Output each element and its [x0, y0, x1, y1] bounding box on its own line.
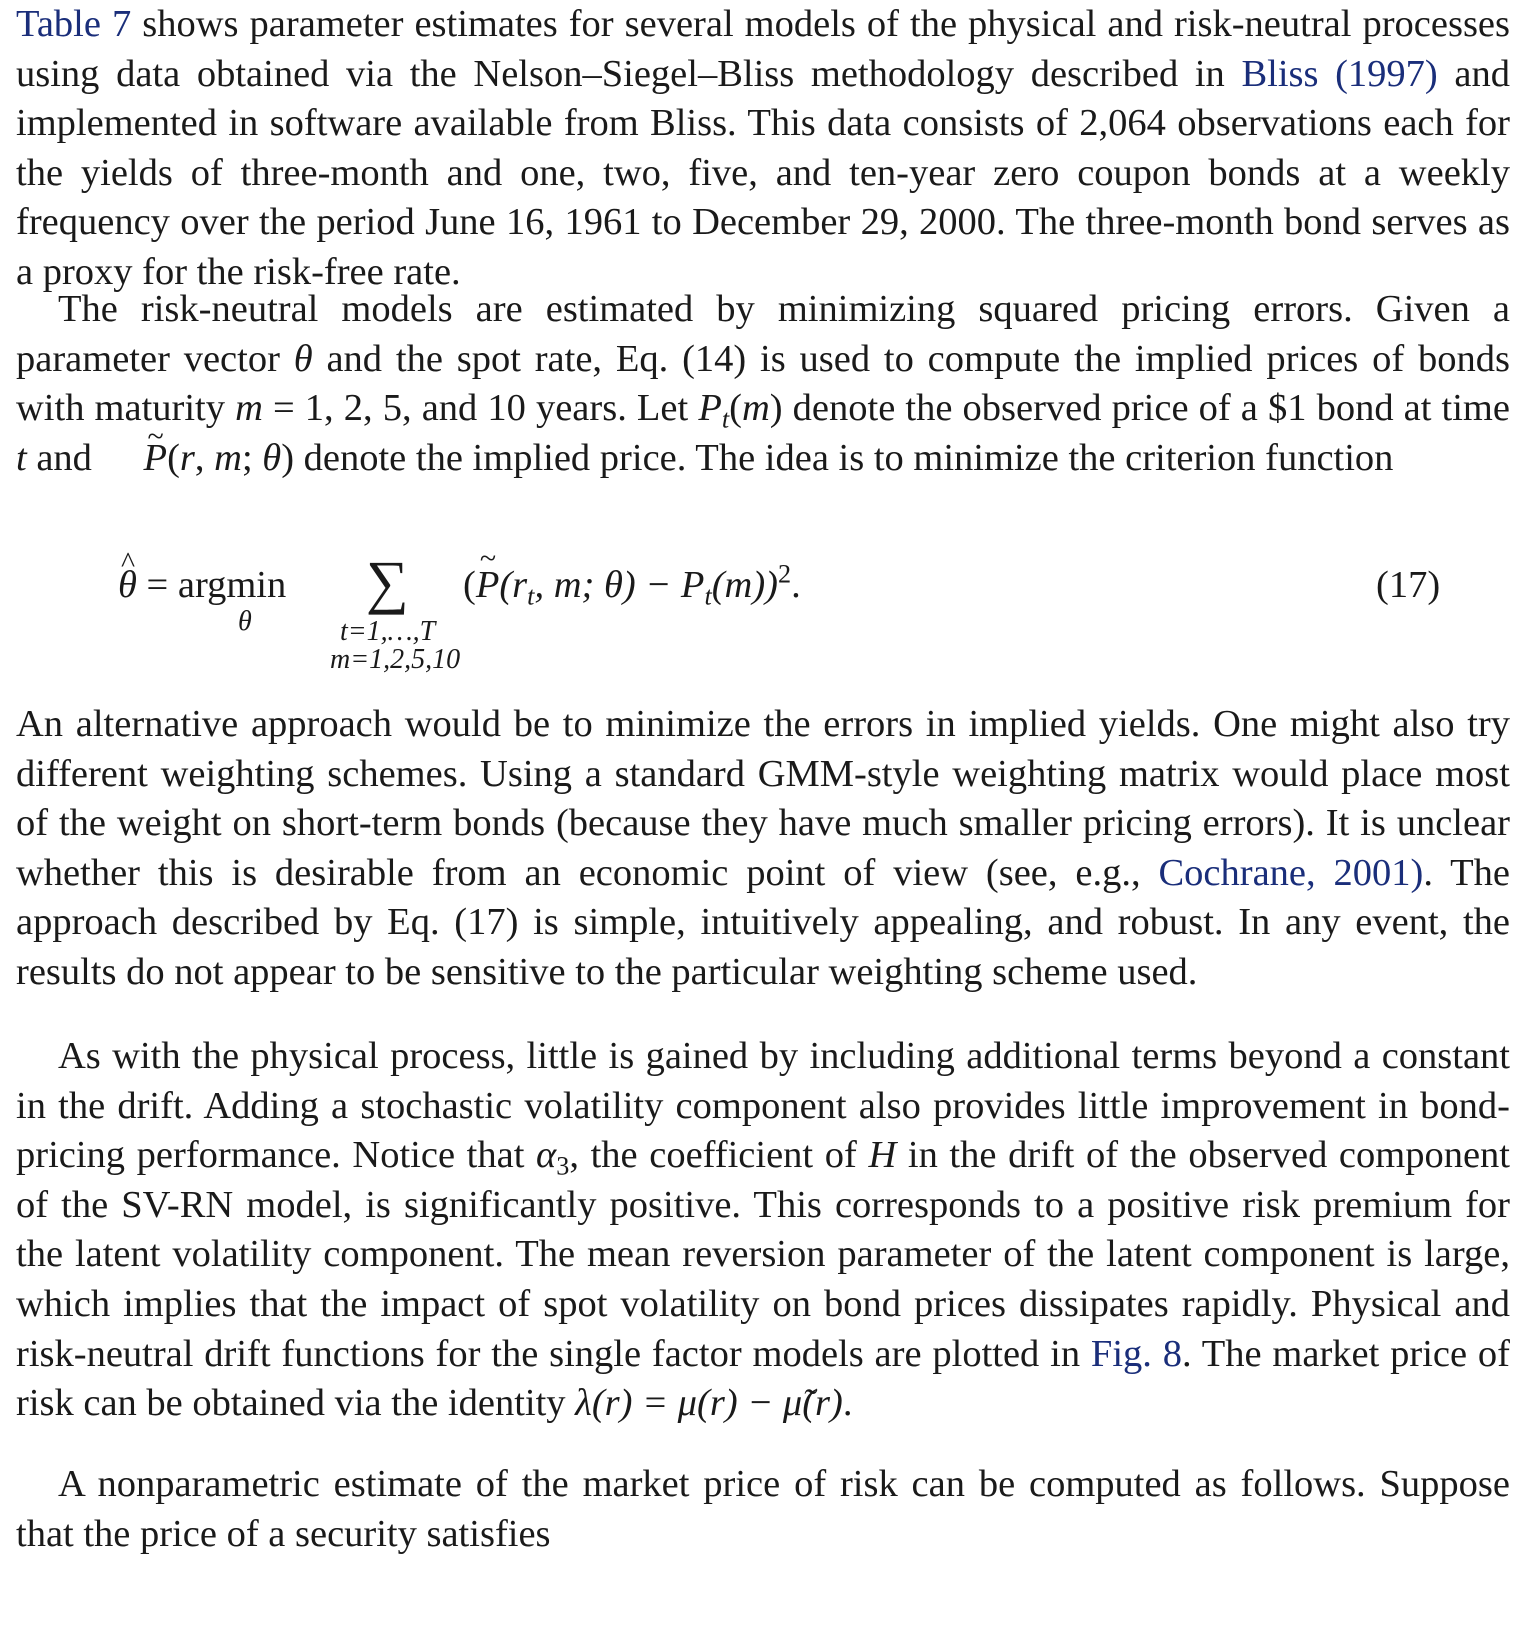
sum-symbol: ∑ [366, 549, 409, 615]
paragraph-data-description: Table 7 shows parameter estimates for several models of the physical and risk-neutral processes using data obtained via the Nelson–Siegel–Bliss methodology described in Bliss (1997) and implemented in software available from Bliss. This data consists of 2,064 observations each for the yields of three-month and one, two, five, and ten-year zero coupon bonds at a weekly frequency over the period June 16, 1961 to December 29, 2000. The three-month bond serves as a proxy for the risk-free rate. [16, 3, 1510, 293]
fig-8-link[interactable]: Fig. 8 [1090, 1332, 1182, 1375]
sum-subscript-m: m=1,2,5,10 [330, 644, 461, 675]
equation-rhs: (~ $P(r_t$, m; $\theta) - P_t(m))^2$. [463, 566, 801, 605]
paragraph-nonparametric-estimate: A nonparametric estimate of the market price of risk can be computed as follows. Suppose that the price of a security satisfies [16, 1463, 1510, 1555]
table-7-link[interactable]: Table 7 [16, 3, 132, 45]
paragraph-physical-process: As with the physical process, little is gained by including additional terms beyond a constant in the drift. Adding a stochastic volatility component also provides little improvement in bond-pricing performance. Notice that $\alpha_3$, the coefficient of H in the drift of the observed component of the SV-RN model, is significantly positive. This corresponds to a positive risk premium for the latent volatility component. The mean reversion parameter of the latent component is large, which implies that the impact of spot volatility on bond prices dissipates rapidly. Physical and risk-neutral drift functions for the single factor models are plotted in Fig. 8. The market price of risk can be obtained via the identity λ(r) = μ(r) − μ̃(r). [16, 1035, 1511, 1425]
paragraph-estimation-method: The risk-neutral models are estimated by minimizing squared pricing errors. Given a parameter vector θ and the spot rate, Eq. (14) is used to compute the implied prices of bonds with maturity m = 1, 2, 5, and 10 years. Let $P_t(m)$ denote the observed price of a $1 bond at time t and ~ P(r, m; θ) denote the implied price. The idea is to minimize the criterion function [16, 285, 1510, 483]
paragraph-alternative-approach: An alternative approach would be to minimize the errors in implied yields. One might also try different weighting schemes. Using a standard GMM-style weighting matrix would place most of the weight on short-term bonds (because they have much smaller pricing errors). It is unclear whether this is desirable from an economic point of view (see, e.g., Cochrane, 2001). The approach described by Eq. (17) is simple, intuitively appealing, and robust. In any event, the results do not appear to be sensitive to the particular weighting scheme used. [16, 703, 1510, 993]
cochrane-2001-citation-link[interactable]: Cochrane, 2001) [1158, 851, 1424, 894]
equation-lhs: ^ θ = argmin [118, 566, 286, 605]
argmin-subscript: θ [238, 606, 252, 637]
bliss-1997-citation-link[interactable]: Bliss (1997) [1241, 52, 1438, 95]
sum-subscript-t: t=1,…,T [340, 616, 436, 647]
equation-17 [0, 549, 1527, 706]
equation-number: (17) [1376, 564, 1441, 606]
